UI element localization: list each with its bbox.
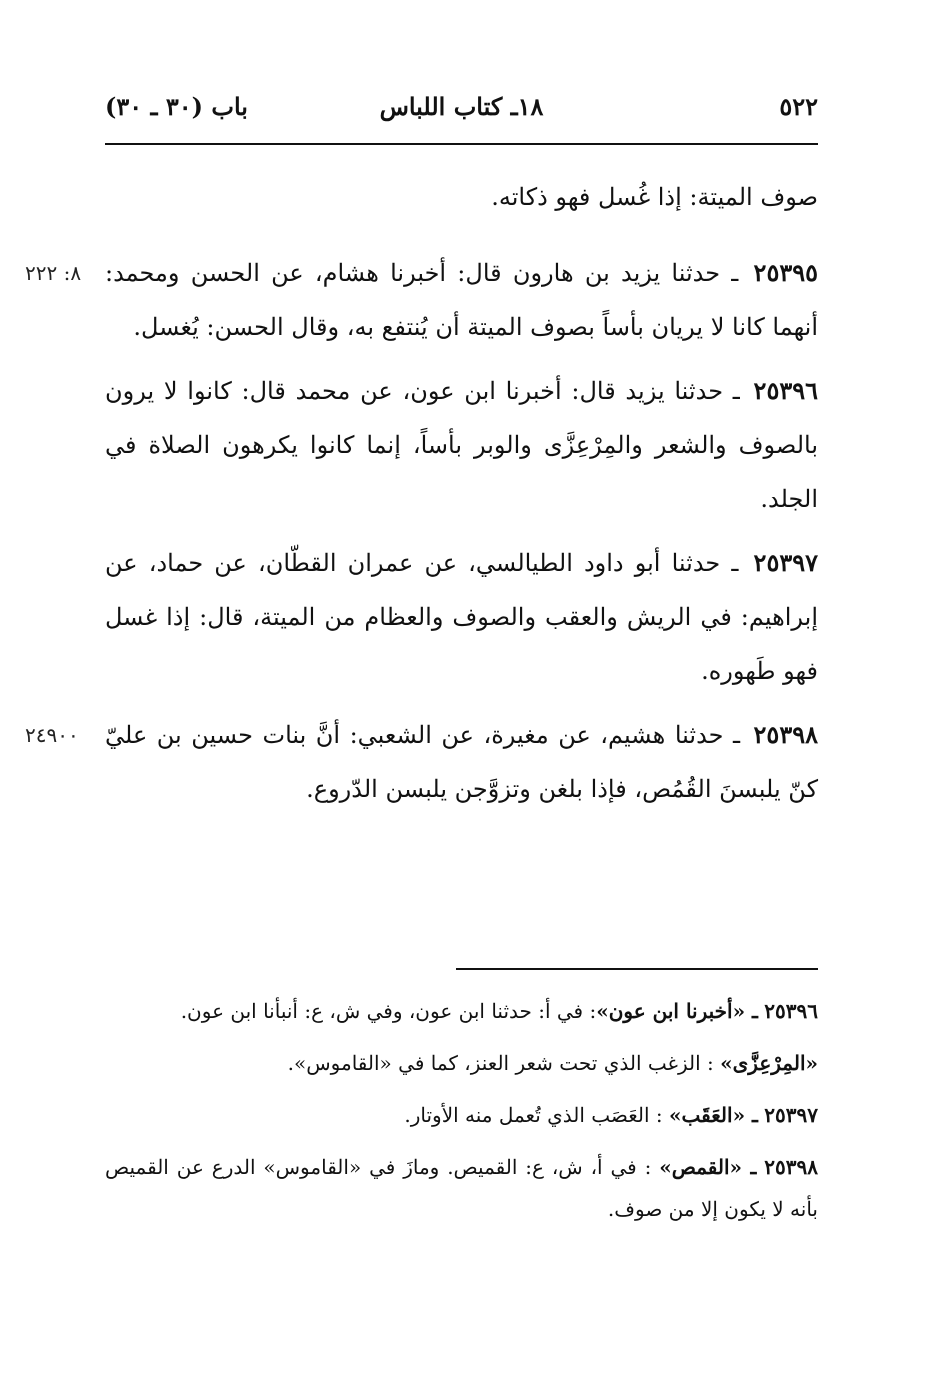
hadith-25396: [105, 364, 818, 526]
footnote: [105, 1094, 818, 1136]
margin-reference: ٢٤٩٠٠: [25, 723, 79, 747]
footnote: [105, 990, 818, 1032]
footnote-number: ٢٥٣٩٧: [764, 1103, 818, 1127]
hadith-25398: [25, 708, 818, 816]
footnote-term: ـ «العَقَب»: [669, 1103, 758, 1127]
paragraph-text: صوف الميتة: إذا غُسل فهو ذكاته.: [491, 183, 818, 211]
main-text: [25, 170, 818, 826]
footnote-term: ـ «القمص»: [659, 1155, 757, 1179]
footnote-text: : في أ: حدثنا ابن عون، وفي ش، ع: أنبأنا ابن عون.: [180, 999, 597, 1023]
footnote-text: : الزغب الذي تحت شعر العنز، كما في «القاموس».: [287, 1051, 721, 1075]
margin-reference: ٨: ٢٢٢: [25, 261, 82, 285]
footnote-number: ٢٥٣٩٨: [764, 1155, 819, 1179]
hadith-number: ٢٥٣٩٨: [753, 720, 818, 749]
paragraph-text: ـ حدثنا يزيد بن هارون قال: أخبرنا هشام، عن الحسن ومحمد: أنهما كانا لا يريان بأساً بصوف الميتة أن يُنتفع به، وقال الحسن: يُغسل.: [105, 259, 818, 341]
paragraph-text: ـ حدثنا يزيد قال: أخبرنا ابن عون، عن محمد قال: كانوا لا يرون بالصوف والشعر والمِرْعِزَّى والوبر بأساً، إنما كانوا يكرهون الصلاة في الجلد.: [105, 377, 818, 513]
footnote-text: : في أ، ش، ع: القميص. ومازَ في «القاموس» الدرع عن القميص بأنه لا يكون إلا من صوف.: [105, 1155, 818, 1221]
header-divider: [105, 143, 818, 145]
hadith-25395: [25, 246, 818, 354]
footnote: [105, 1042, 818, 1084]
book-title: ١٨ـ كتاب اللباس: [379, 92, 544, 121]
footnote-number: ٢٥٣٩٦: [764, 999, 818, 1023]
page-number: ٥٢٢: [779, 92, 818, 121]
hadith-number: ٢٥٣٩٥: [753, 258, 818, 287]
footnote-term: «المِرْعِزَّى»: [720, 1051, 818, 1075]
hadith-number: ٢٥٣٩٦: [753, 376, 818, 405]
page-header: [105, 92, 818, 136]
paragraph-continuation: [105, 170, 818, 224]
footnote-divider: [456, 968, 818, 970]
footnote-term: ـ «أخبرنا ابن عون»: [596, 999, 758, 1023]
footnote: [105, 1146, 818, 1230]
paragraph-text: ـ حدثنا أبو داود الطيالسي، عن عمران القطّان، عن حماد، عن إبراهيم: في الريش والعقب والصوف والعظام من الميتة، قال: إذا غسل فهو طَهوره.: [105, 549, 818, 685]
footnotes: [105, 990, 818, 1240]
paragraph-text: ـ حدثنا هشيم، عن مغيرة، عن الشعبي: أنَّ بنات حسين بن عليّ كنّ يلبسنَ القُمُص، فإذا بلغن وتزوَّجن يلبسن الدّروع.: [105, 721, 818, 803]
chapter-label: باب (٣٠ ـ ٣٠): [105, 92, 248, 121]
hadith-number: ٢٥٣٩٧: [753, 548, 818, 577]
footnote-text: : العَصَب الذي تُعمل منه الأوتار.: [404, 1103, 670, 1127]
hadith-25397: [105, 536, 818, 698]
